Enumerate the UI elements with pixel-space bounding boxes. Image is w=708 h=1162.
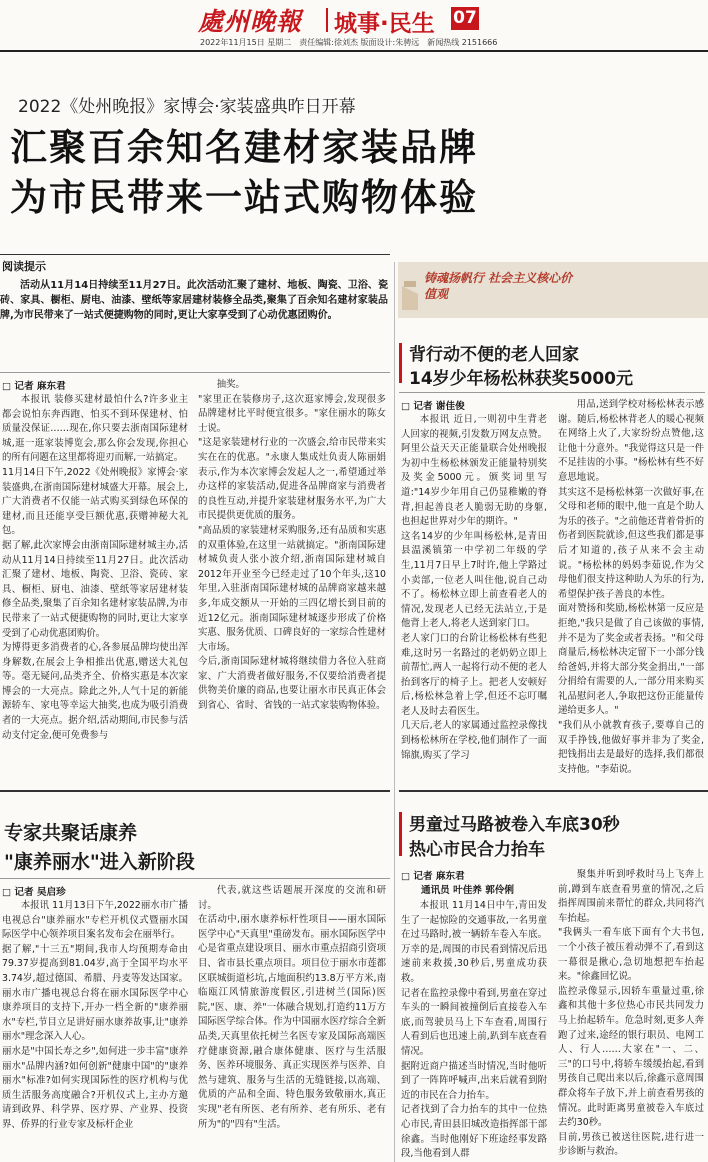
summary-top-rule xyxy=(0,254,390,255)
right-bottom-title-line2: 热心市民合力抬车 xyxy=(409,840,545,860)
left-bottom-title-line1: 专家共聚话康养 xyxy=(4,822,138,844)
core-values-banner xyxy=(398,262,708,318)
right-bottom-title-line1: 男童过马路被卷入车底30秒 xyxy=(409,815,620,835)
accent-bar-2 xyxy=(399,812,402,856)
right-top-title-line1: 背行动不便的老人回家 xyxy=(409,345,579,365)
right-bottom-byline2: 通讯员 叶佳养 郭伶俐 xyxy=(421,885,515,896)
right-top-byline: □ 记者 谢佳俊 xyxy=(401,401,465,412)
lead-byline: □ 记者 麻东君 xyxy=(2,381,66,392)
paper-name: 處州晚報 xyxy=(198,7,303,36)
right-top-title-line2: 14岁少年杨松林获奖5000元 xyxy=(409,369,633,389)
column-divider xyxy=(394,262,395,1162)
great-wall-graphic xyxy=(400,280,420,310)
left-bottom-col1: 本报讯 11月13日下午,2022丽水市广播电视总台"康养丽水"专栏开机仪式暨丽水国际医学中心领养项目案名发布会在丽举行。 据了解,"十三五"期间,我市人均预期寿命由79.37岁提高到81.04岁,高于全国平均水平3.74岁,超过德国、希腊、丹麦等发达国家。丽水市广播电视总台将在丽水国际医学中心康养项目的支持下,开办一档全新的"康养丽水"专栏,节目立足讲好丽水康养故事,让"康养丽水"理念深入人心。 丽水是"中国长寿之乡",如何进一步丰富"康养丽水"品牌内涵?如何创新"健康中国"的"康养丽水"标准?如何实现国际性的医疗机构与优质生活服务高度融合?开机仪式上,主办方邀请到政界、科学界、医疗界、产业界、投资界、侨界的行业专家及标杆企业 xyxy=(2,900,188,1130)
summary-text: 活动从11月14日持续至11月27日。此次活动汇聚了建材、地板、陶瓷、卫浴、瓷砖、家具、橱柜、厨电、油漆、壁纸等家居建材装修全品类,聚集了百余知名建材家装品牌,为市民带来了一站式便捷购物的同时,更让大家享受到了心动优惠团购价。 xyxy=(0,280,388,321)
right-top-col2: 用品,送到学校对杨松林表示感谢。随后,杨松林背老人的暖心视频在网络上火了,大家纷纷点赞他,这让他十分意外。"我觉得这只是一件不足挂齿的小事。"杨松林有些不好意思地说。 其实这不是杨松林第一次做好事,在父母和老师的眼中,他一直是个助人为乐的孩子。"之前他还背着骨折的伤者到医院就诊,但这些我们都是事后才知道的,孩子从来不会主动说。"杨松林的妈妈李茹说,作为父母他们很支持这种助人为乐的行为,希望保护孩子善良的本性。 面对赞扬和奖励,杨松林第一反应是拒绝,"我只是做了自己该做的事情,并不是为了奖金或者表扬。"和父母商量后,杨松林决定留下一小部分钱给爸妈,并将大部分奖金捐出,"一部分捐给有需要的人,一部分用来购买礼品慰问老人,争取把这份正能量传递给更多人。" "我们从小就教育孩子,要尊自己的双手挣钱,他做好事并非为了奖金,把钱捐出去是最好的选择,我们都很支持他。"李茹说。 xyxy=(558,399,704,775)
masthead-rule xyxy=(0,50,708,52)
left-bottom-title-line2: "康养丽水"进入新阶段 xyxy=(4,851,195,873)
right-bottom-byline1: □ 记者 麻东君 xyxy=(401,871,465,882)
left-bottom-title-rule xyxy=(0,878,390,879)
lead-kicker: 2022《处州晚报》家博会·家装盛典昨日开幕 xyxy=(18,97,356,117)
banner-text: 铸魂扬帆行 社会主义核心价值观 xyxy=(424,271,573,301)
lead-title-line1: 汇聚百余知名建材家装品牌 xyxy=(10,126,478,169)
page-number: 07 xyxy=(451,7,479,30)
right-top-title-rule xyxy=(399,392,705,393)
masthead-info-line: 2022年11月15日 星期二 责任编辑:徐刘杰 版面设计:朱骋远 新闻热线 2151666 xyxy=(200,38,498,47)
masthead xyxy=(0,0,708,48)
left-bottom-byline: □ 记者 吴启珍 xyxy=(2,887,66,898)
right-top-col1: 本报讯 近日,一则初中生背老人回家的视频,引发数万网友点赞。阿里公益天天正能量联合处州晚报为初中生杨松林颁发正能量特别奖及奖金5000元。颁奖词里写道:"14岁少年用自己仍显稚嫩的脊背,担起善良老人脆弱无助的身躯,也担起世界对少年的期许。" 这名14岁的少年叫杨松林,是青田县温溪镇第一中学初二年级的学生,11月7日早上7时许,他上学路过小卖部,一位老人叫住他,说自己动不了。杨松林立即上前查看老人的情况,发现老人已经无法站立,于是他背上老人,将老人送到家门口。 老人家门口的台阶让杨松林有些犯难,这时另一名路过的老奶奶立即上前帮忙,两人一起将行动不便的老人抬到客厅的椅子上。把老人安顿好后,杨松林急着上学,但还不忘叮嘱老人及时去看医生。 几天后,老人的家属通过监控录像找到杨松林所在学校,他们制作了一面锦旗,购买了学习 xyxy=(401,414,547,761)
lead-col2: 抽奖。 "家里正在装修房子,这次逛家博会,发现很多品牌建材比平时便宜很多。"家住丽水的陈女士说。 "这是家装建材行业的一次盛会,给市民带来实实在在的优惠。"永康人集成灶负责人陈丽娟表示,作为本次家博会发起人之一,希望通过举办这样的家装活动,促进各品牌商家与消费者的良性互动,并提升家装建材服务水平,为广大市民提供更优质的服务。 "高品质的家装建材采购服务,还有品质和实惠的双重体验,在这里一站就搞定。"浙南国际建材城负责人张小波介绍,浙南国际建材城自2012年开业至今已经走过了10个年头,这10年里,入驻浙南国际建材城的品牌商家越来越多,年成交额从一开始的三四亿增长到目前的近12亿元。浙南国际建材城逐步形成了价格实惠、服务优质、口碑良好的一家综合性建材大市场。 今后,浙南国际建材城将继续借力各位入驻商家、广大消费者做好服务,不仅要给消费者提供物美价廉的商品,也要让丽水市民真正体会到省心、省时、省钱的一站式家装购物体验。 xyxy=(198,379,386,712)
section-name: 城事·民生 xyxy=(334,11,435,37)
left-bottom-top-rule xyxy=(0,790,390,792)
lead-title-line2: 为市民带来一站式购物体验 xyxy=(10,176,478,219)
summary-label: 阅读提示 xyxy=(2,260,46,273)
lead-body-top-rule xyxy=(0,372,390,373)
right-bottom-col1: 本报讯 11月14日中午,青田发生了一起惊险的交通事故,一名男童在过马路时,被一辆轿车卷入车底。万幸的是,周围的市民看到情况后迅速前来救援,30秒后,男童成功获救。 记者在监控录像中看到,男童在穿过车头的一瞬间被撞倒后直接卷入车底,而驾驶员马上下车查看,周围行人看到后也迅速上前,趴到车底查看情况。 据附近商户描述当时情况,当时他听到了一阵阵呼喊声,出来后就看到附近的市民在合力抬车。 记者找到了合力抬车的其中一位热心市民,青田县旧城改造指挥部干部徐鑫。当时他刚好下班途经事发路段,当他看到人群 xyxy=(401,900,547,1160)
right-bottom-col2: 聚集并听到呼救时马上飞奔上前,蹲到车底查看男童的情况,之后指挥周围前来帮忙的群众,共同将汽车抬起。 "我俩头一看车底下面有个大书包,一个小孩子被压着动弹不了,看到这一幕很是揪心,急切地想把车抬起来。"徐鑫回忆说。 监控录像显示,因轿车重量过重,徐鑫和其他十多位热心市民共同发力马上抬起轿车。危急时刻,更多人奔跑了过来,途经的银行职员、电网工人、行人……大家在"一、二、三"的口号中,将轿车缓缓抬起,看到男孩自己爬出来以后,徐鑫示意周围群众将车子放下,并上前查看男孩的情况。此时距离男童被卷入车底过去约30秒。 目前,男孩已被送往医院,进行进一步诊断与救治。 xyxy=(558,869,704,1158)
accent-bar xyxy=(399,343,402,383)
left-bottom-col2: 代表,就这些话题展开深度的交流和研讨。 在活动中,丽水康养标杆性项目——丽水国际医学中心"天真里"重磅发布。丽水国际医学中心是省重点建设项目、丽水市重点招商引资项目、省市县长重点项目。项目位于丽水市莲都区联城街道杉坑,占地面积约13.8万平方米,南临瓯江风情旅游度假区,引进树兰(国际)医院,"医、康、养"一体融合规划,打造约11万方国际医学综合体。作为中国丽水医疗综合全新品类,天真里依托树兰名医专家及国际高端医疗健康资源,融合康体健康、医疗与生活服务、医养环境服务、真正实现医养与医养、自然与建筑、服务与生活的无缝链接,以高端、优质的产品和全面、特色服务致敬丽水,真正实现"老有所医、老有所养、老有所乐、老有所为"的"四有"生活。 xyxy=(198,885,386,1130)
lead-col1: 本报讯 装修买建材最怕什么?许多业主都会说怕东奔西跑、怕买不到环保建材、怕质量没保证……现在,你只要去浙南国际建材城,逛一逛家装博览会,那么你会发现,你担心的所有问题在这里都将迎刃而解,一站搞定。 11月14日下午,2022《处州晚报》家博会·家装盛典,在浙南国际建材城盛大开幕。展会上,广大消费者不仅能一站式购买到绿色环保的建材,而且还能享受巨额优惠,获赠神秘大礼包。 据了解,此次家博会由浙南国际建材城主办,活动从11月14日持续至11月27日。此次活动汇聚了建材、地板、陶瓷、卫浴、瓷砖、家具、橱柜、厨电、油漆、壁纸等家居建材装修全品类,聚集了百余知名建材家装品牌,为市民带来了一站式便捷购物的同时,更让大家享受到了心动优惠团购价。 为博得更多消费者的心,各参展品牌均使出浑身解数,在展会上争相推出优惠,赠送大礼包等。毫无疑问,品类齐全、价格实惠是本次家博会的一大亮点。除此之外,人气十足的新能源轿车、家电等幸运大抽奖,也成为吸引消费者的一大亮点。据介绍,活动期间,市民参与活动支付定金,便可免费参与 xyxy=(2,394,188,741)
right-bottom-top-rule xyxy=(399,790,708,792)
section-divider xyxy=(326,8,328,32)
